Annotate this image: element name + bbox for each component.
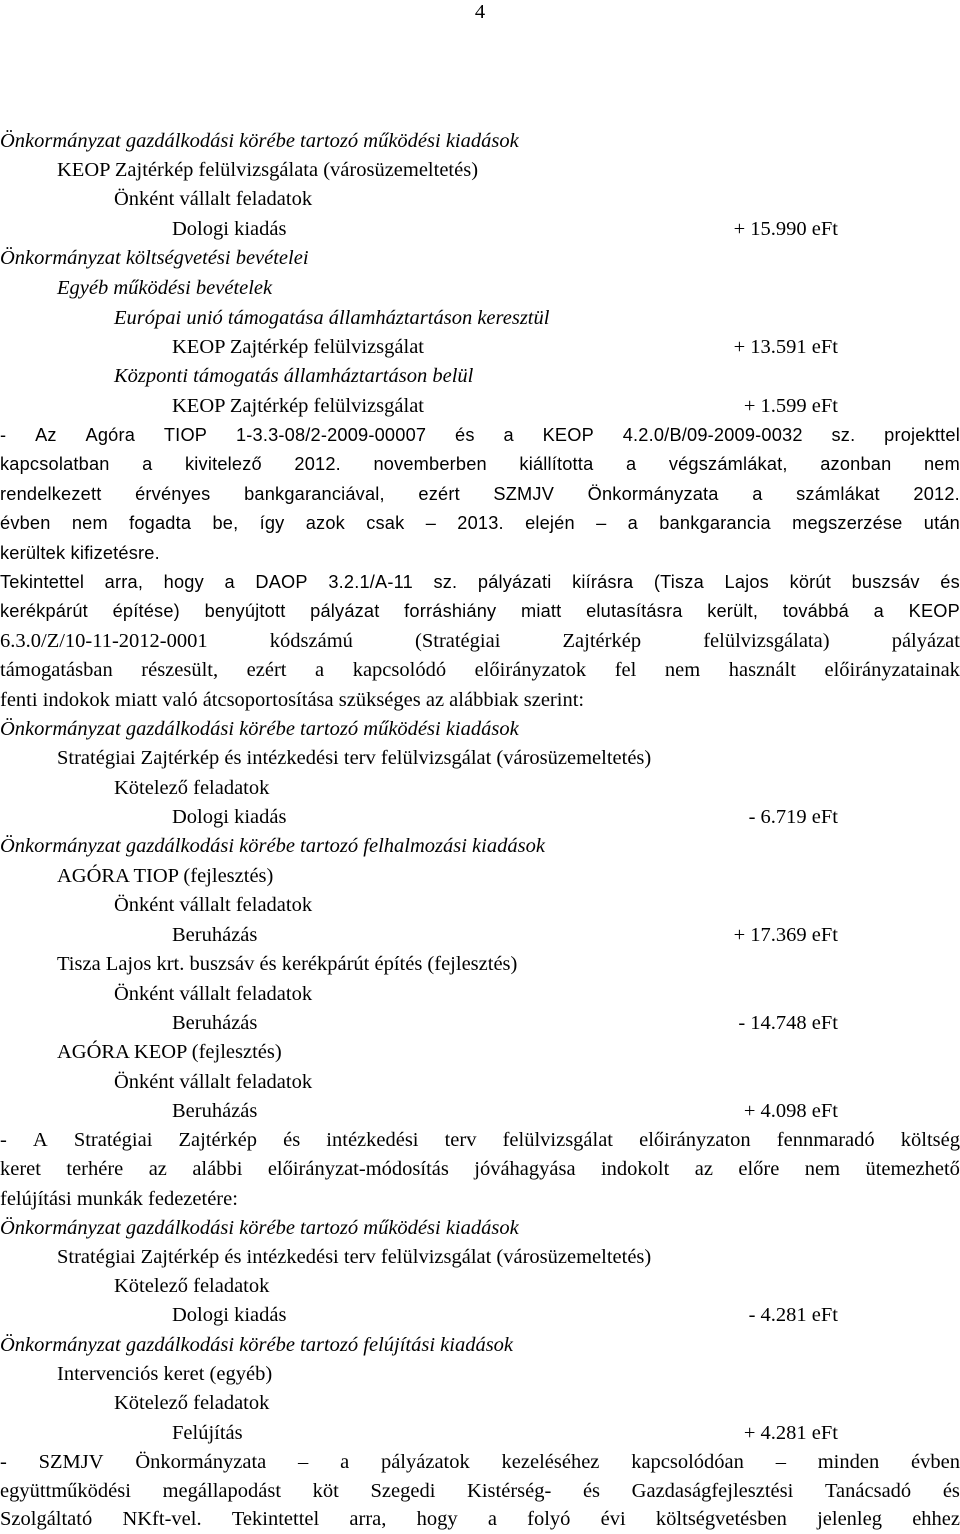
- word: –: [596, 513, 607, 533]
- word: köt: [312, 1480, 339, 1502]
- word: hogy: [416, 1508, 458, 1530]
- word: felülvizsgálata): [703, 630, 830, 652]
- word: KEOP: [542, 425, 594, 445]
- amount: + 1.599 eFt: [743, 395, 838, 417]
- word: 6.3.0/Z/10-11-2012-0001: [0, 630, 208, 652]
- budget-item: Intervenciós keret (egyéb): [57, 1363, 273, 1385]
- budget-row: Dologi kiadás + 15.990 eFt: [0, 215, 960, 244]
- budget-heading: Önkormányzat költségvetési bevételei: [0, 247, 309, 269]
- amount: - 4.281 eFt: [748, 1304, 838, 1326]
- word: SZMJV: [493, 484, 555, 504]
- word: a: [752, 484, 763, 504]
- word: került,: [707, 601, 759, 621]
- word: jóváhagyása: [474, 1158, 576, 1180]
- word: sz.: [831, 425, 856, 445]
- word: terv: [444, 1129, 477, 1151]
- paragraph-line: [0, 568, 960, 597]
- word: pályázati: [477, 572, 552, 592]
- word: előre: [738, 1158, 780, 1180]
- word: buszsáv: [851, 572, 920, 592]
- word: Önkormányzata: [135, 1451, 267, 1473]
- word: –: [298, 1451, 309, 1473]
- word: kapcsolódó: [352, 659, 447, 681]
- budget-item: Önként vállalt feladatok: [114, 894, 313, 916]
- budget-row: Felújítás + 4.281 eFt: [0, 1419, 960, 1448]
- word: évi: [600, 1508, 626, 1530]
- word: továbbá: [782, 601, 849, 621]
- word: pályázat: [310, 601, 380, 621]
- budget-item: Kötelező feladatok: [114, 1275, 270, 1297]
- paragraph-line: [0, 656, 960, 685]
- word: felülvizsgálat: [502, 1129, 614, 1151]
- word: fel: [614, 659, 637, 681]
- word: jelenleg: [817, 1508, 882, 1530]
- paragraph-line: kerültek kifizetésre.: [0, 543, 160, 563]
- paragraph-line: [0, 1155, 960, 1184]
- word: végszámlákat,: [668, 454, 788, 474]
- word: fennmaradó: [776, 1129, 875, 1151]
- word: nem: [664, 659, 701, 681]
- paragraph-line: [0, 1505, 960, 1534]
- amount: + 15.990 eFt: [733, 218, 838, 240]
- paragraph-line: [0, 480, 960, 509]
- word: Zajtérkép: [562, 630, 642, 652]
- word: csak: [366, 513, 405, 533]
- paragraph-line: [0, 597, 960, 626]
- word: 2012.: [913, 484, 960, 504]
- paragraph-line: fenti indokok miatt való átcsoportosítása szükséges az alábbiak szerint:: [0, 689, 585, 711]
- paragraph-line: felújítási munkák fedezetére:: [0, 1188, 238, 1210]
- word: érvényes: [135, 484, 211, 504]
- word: projekttel: [884, 425, 960, 445]
- word: azonban: [820, 454, 892, 474]
- word: -: [0, 1451, 7, 1473]
- word: 2013.: [457, 513, 504, 533]
- paragraph-line: [0, 1448, 960, 1477]
- paragraph-line: [0, 1126, 960, 1155]
- word: ezért: [246, 659, 287, 681]
- word: arra,: [349, 1508, 387, 1530]
- budget-row: Dologi kiadás - 4.281 eFt: [0, 1301, 960, 1330]
- budget-row: Beruházás + 4.098 eFt: [0, 1097, 960, 1126]
- word: Agóra: [85, 425, 136, 445]
- word: bankgaranciával,: [244, 484, 385, 504]
- word: részesült,: [141, 659, 219, 681]
- word: a: [627, 513, 638, 533]
- budget-item: Kötelező feladatok: [114, 777, 270, 799]
- word: benyújtott: [204, 601, 286, 621]
- budget-item: Önként vállalt feladatok: [114, 983, 313, 1005]
- word: kiállította: [519, 454, 594, 474]
- word: be,: [212, 513, 239, 533]
- word: 2012.: [294, 454, 341, 474]
- word: folyó: [527, 1508, 571, 1530]
- word: kezeléséhez: [501, 1451, 600, 1473]
- word: minden: [817, 1451, 880, 1473]
- word: kerékpárút: [0, 601, 88, 621]
- word: Tanácsadó: [824, 1480, 912, 1502]
- word: DAOP: [255, 572, 308, 592]
- budget-row: KEOP Zajtérkép felülvizsgálat + 13.591 eFt: [0, 333, 960, 362]
- budget-item: KEOP Zajtérkép felülvizsgálata (városüzemeltetés): [57, 159, 479, 181]
- budget-heading: Önkormányzat gazdálkodási körébe tartozó működési kiadások: [0, 1217, 519, 1239]
- word: sz.: [433, 572, 458, 592]
- word: körút: [789, 572, 831, 592]
- word: és: [582, 1480, 601, 1502]
- budget-heading: Önkormányzat gazdálkodási körébe tartozó működési kiadások: [0, 130, 519, 152]
- word: megszerzése: [792, 513, 903, 533]
- word: forráshiány: [404, 601, 497, 621]
- word: pályázatok: [380, 1451, 470, 1473]
- budget-item: Központi támogatás államháztartáson belül: [114, 365, 474, 387]
- word: Szolgáltató: [0, 1508, 93, 1530]
- word: NKft-vel.: [122, 1508, 202, 1530]
- word: ütemezhető: [865, 1158, 960, 1180]
- budget-item: Stratégiai Zajtérkép és intézkedési terv felülvizsgálat (városüzemeltetés): [57, 1246, 652, 1268]
- budget-item: Európai unió támogatása államháztartáson keresztül: [114, 307, 550, 329]
- word: Tekintettel: [0, 572, 85, 592]
- word: előirányzatainak: [824, 659, 960, 681]
- word: nem: [71, 513, 108, 533]
- word: SZMJV: [38, 1451, 104, 1473]
- budget-heading: Önkormányzat gazdálkodási körébe tartozó felhalmozási kiadások: [0, 835, 545, 857]
- word: bankgarancia: [659, 513, 771, 533]
- budget-item: Önként vállalt feladatok: [114, 1071, 313, 1093]
- word: indokolt: [600, 1158, 670, 1180]
- word: és: [283, 1129, 301, 1151]
- word: –: [775, 1451, 786, 1473]
- word: évben: [0, 513, 51, 533]
- word: 3.2.1/A-11: [328, 572, 413, 592]
- word: nem: [804, 1158, 841, 1180]
- word: ehhez: [912, 1508, 960, 1530]
- paragraph-line: [0, 627, 960, 656]
- word: TIOP: [163, 425, 208, 445]
- budget-row: Beruházás - 14.748 eFt: [0, 1009, 960, 1038]
- word: terhére: [66, 1158, 124, 1180]
- word: KEOP: [908, 601, 960, 621]
- word: Szegedi: [370, 1480, 436, 1502]
- paragraph-line: [0, 509, 960, 538]
- word: miatt: [521, 601, 562, 621]
- word: megállapodást: [162, 1480, 282, 1502]
- word: így: [259, 513, 285, 533]
- word: kiírásra: [572, 572, 634, 592]
- word: építése): [112, 601, 180, 621]
- word: kódszámú: [269, 630, 353, 652]
- word: -: [0, 1129, 7, 1151]
- word: a: [625, 454, 637, 474]
- word: –: [425, 513, 437, 533]
- amount: + 13.591 eFt: [733, 336, 838, 358]
- budget-item: Egyéb működési bevételek: [57, 277, 273, 299]
- word: nem: [923, 454, 960, 474]
- word: és: [942, 1480, 960, 1502]
- word: keret: [0, 1158, 41, 1180]
- word: kivitelező: [185, 454, 262, 474]
- word: Önkormányzata: [587, 484, 719, 504]
- word: intézkedési: [326, 1129, 419, 1151]
- word: a: [873, 601, 884, 621]
- word: novemberben: [373, 454, 487, 474]
- word: hogy: [163, 572, 204, 592]
- word: és: [940, 572, 960, 592]
- word: a: [487, 1508, 497, 1530]
- word: arra,: [104, 572, 144, 592]
- budget-row: Dologi kiadás - 6.719 eFt: [0, 803, 960, 832]
- word: 4.2.0/B/09-2009-0032: [622, 425, 803, 445]
- word: a: [340, 1451, 350, 1473]
- word: Gazdaságfejlesztési: [631, 1480, 794, 1502]
- budget-item: AGÓRA TIOP (fejlesztés): [57, 865, 274, 887]
- word: rendelkezett: [0, 484, 102, 504]
- word: kapcsolódóan: [631, 1451, 744, 1473]
- budget-heading: Önkormányzat gazdálkodási körébe tartozó felújítási kiadások: [0, 1334, 514, 1356]
- word: Tekintettel: [231, 1508, 320, 1530]
- word: előirányzat-módosítás: [267, 1158, 449, 1180]
- budget-heading: Önkormányzat gazdálkodási körébe tartozó működési kiadások: [0, 718, 519, 740]
- word: támogatásban: [0, 659, 113, 681]
- word: alábbi: [192, 1158, 243, 1180]
- word: (Stratégiai: [415, 630, 501, 652]
- paragraph-line: [0, 1477, 960, 1506]
- word: előirányzaton: [639, 1129, 751, 1151]
- word: elutasításra: [586, 601, 683, 621]
- word: elején: [525, 513, 575, 533]
- budget-item: Kötelező feladatok: [114, 1392, 270, 1414]
- word: költség: [900, 1129, 960, 1151]
- amount: - 6.719 eFt: [748, 806, 838, 828]
- word: A: [32, 1129, 48, 1151]
- word: kapcsolatban: [0, 454, 110, 474]
- word: számlákat: [796, 484, 880, 504]
- word: Zajtérkép: [178, 1129, 258, 1151]
- word: költségvetésben: [655, 1508, 787, 1530]
- budget-row: KEOP Zajtérkép felülvizsgálat + 1.599 eFt: [0, 392, 960, 421]
- word: és: [455, 425, 475, 445]
- budget-row: Beruházás + 17.369 eFt: [0, 921, 960, 950]
- word: évben: [911, 1451, 960, 1473]
- word: ezért: [418, 484, 460, 504]
- word: Az: [35, 425, 57, 445]
- word: együttműködési: [0, 1480, 131, 1502]
- paragraph-line: [0, 421, 960, 450]
- word: pályázat: [891, 630, 960, 652]
- budget-item: Önként vállalt feladatok: [114, 188, 313, 210]
- budget-item: Tisza Lajos krt. buszsáv és kerékpárút építés (fejlesztés): [57, 953, 518, 975]
- word: a: [503, 425, 514, 445]
- page-number: 4: [474, 1, 486, 23]
- budget-item: Stratégiai Zajtérkép és intézkedési terv felülvizsgálat (városüzemeltetés): [57, 747, 652, 769]
- word: a: [315, 659, 325, 681]
- word: a: [224, 572, 235, 592]
- word: (Tisza: [653, 572, 704, 592]
- amount: - 14.748 eFt: [738, 1012, 838, 1034]
- word: azok: [305, 513, 345, 533]
- word: előirányzatok: [474, 659, 587, 681]
- word: -: [0, 425, 7, 445]
- word: a: [142, 454, 153, 474]
- word: használt: [728, 659, 796, 681]
- paragraph-line: [0, 450, 960, 479]
- word: 1-3.3-08/2-2009-00007: [235, 425, 427, 445]
- word: Lajos: [724, 572, 769, 592]
- budget-item: AGÓRA KEOP (fejlesztés): [57, 1041, 282, 1063]
- word: az: [694, 1158, 713, 1180]
- word: Stratégiai: [73, 1129, 153, 1151]
- amount: + 4.281 eFt: [743, 1422, 838, 1444]
- amount: + 4.098 eFt: [743, 1100, 838, 1122]
- word: után: [923, 513, 960, 533]
- word: fogadta: [129, 513, 192, 533]
- word: az: [148, 1158, 167, 1180]
- amount: + 17.369 eFt: [733, 924, 838, 946]
- word: Kistérség-: [467, 1480, 552, 1502]
